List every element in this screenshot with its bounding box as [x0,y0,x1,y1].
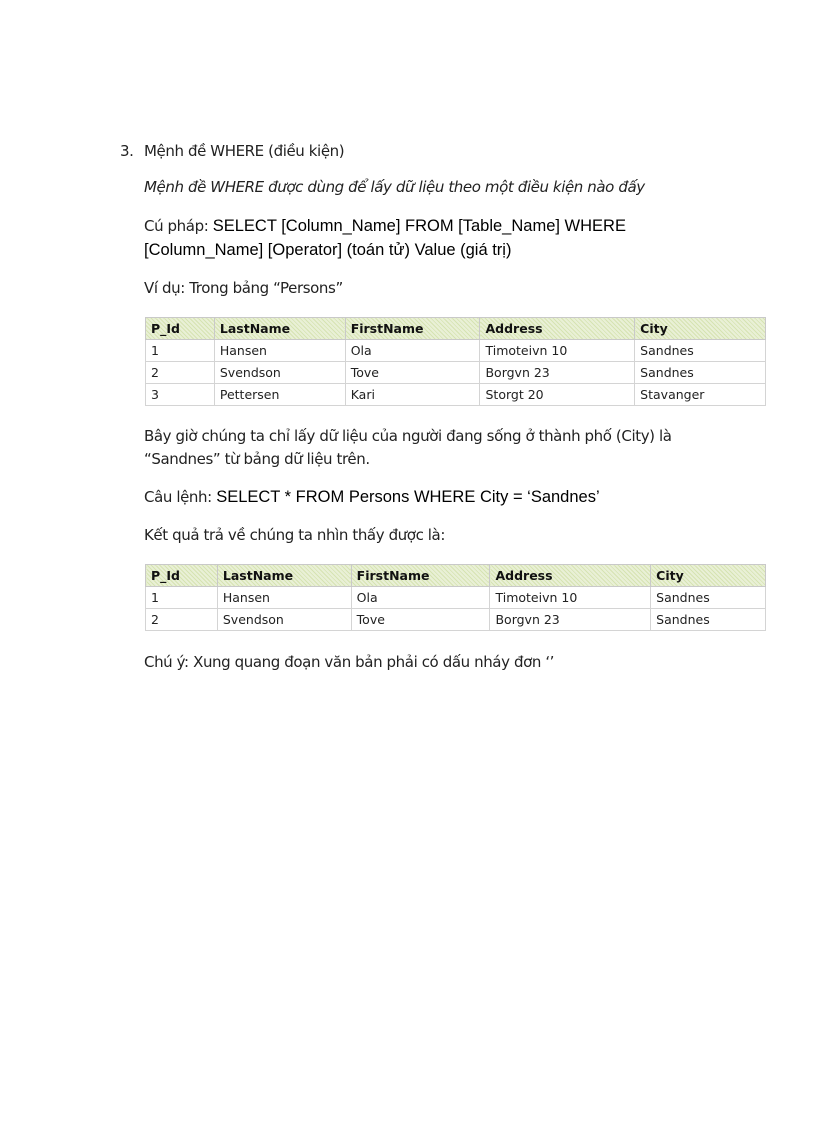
example-intro: Ví dụ: Trong bảng “Persons” [144,279,343,297]
table-cell: Tove [351,609,490,631]
table-cell: Timoteivn 10 [480,340,635,362]
task-line-2: “Sandnes” từ bảng dữ liệu trên. [144,450,370,468]
table-cell: Borgvn 23 [490,609,651,631]
persons-table [145,317,766,406]
section-number: 3. [120,142,134,160]
table-cell: Sandnes [635,362,766,384]
column-header: City [651,565,766,587]
section-description: Mệnh đề WHERE được dùng để lấy dữ liệu theo một điều kiện nào đấy [144,178,645,196]
table-row [146,609,766,631]
table-cell: Stavanger [635,384,766,406]
column-header: Address [480,318,635,340]
table-cell: Storgt 20 [480,384,635,406]
table-cell: 2 [146,609,218,631]
table-cell: Kari [345,384,480,406]
note: Chú ý: Xung quang đoạn văn bản phải có dấu nháy đơn ‘’ [144,653,555,671]
query-label: Câu lệnh: [144,488,217,506]
column-header: City [635,318,766,340]
table-cell: Ola [351,587,490,609]
column-header: FirstName [345,318,480,340]
table-cell: 1 [146,587,218,609]
table-cell: Borgvn 23 [480,362,635,384]
persons-header-row [146,318,766,340]
table-cell: Sandnes [651,587,766,609]
column-header: FirstName [351,565,490,587]
task-line-1: Bây giờ chúng ta chỉ lấy dữ liệu của người đang sống ở thành phố (City) là [144,427,672,445]
result-intro: Kết quả trả về chúng ta nhìn thấy được là: [144,526,445,544]
table-cell: Sandnes [635,340,766,362]
column-header: P_Id [146,565,218,587]
query-line [144,486,600,508]
column-header: Address [490,565,651,587]
column-header: LastName [217,565,351,587]
syntax-label: Cú pháp: [144,217,213,235]
syntax-line-1 [144,215,626,237]
table-cell: Sandnes [651,609,766,631]
result-table [145,564,766,631]
table-cell: 1 [146,340,215,362]
table-row [146,384,766,406]
table-cell: 2 [146,362,215,384]
table-cell: Pettersen [214,384,345,406]
table-row [146,340,766,362]
syntax-statement-part-1: SELECT [Column_Name] FROM [Table_Name] WHERE [212,217,626,235]
table-cell: Hansen [217,587,351,609]
table-cell: Svendson [217,609,351,631]
query-statement: SELECT * FROM Persons WHERE City = ‘Sandnes’ [216,488,600,506]
table-cell: Hansen [214,340,345,362]
section-title: Mệnh đề WHERE (điều kiện) [144,142,345,160]
syntax-statement-part-2: [Column_Name] [Operator] (toán tử) Value (giá trị) [144,241,512,259]
table-cell: Tove [345,362,480,384]
section-heading [120,140,344,162]
table-cell: Ola [345,340,480,362]
column-header: P_Id [146,318,215,340]
table-cell: 3 [146,384,215,406]
column-header: LastName [214,318,345,340]
table-row [146,587,766,609]
result-header-row [146,565,766,587]
table-cell: Svendson [214,362,345,384]
table-row [146,362,766,384]
table-cell: Timoteivn 10 [490,587,651,609]
